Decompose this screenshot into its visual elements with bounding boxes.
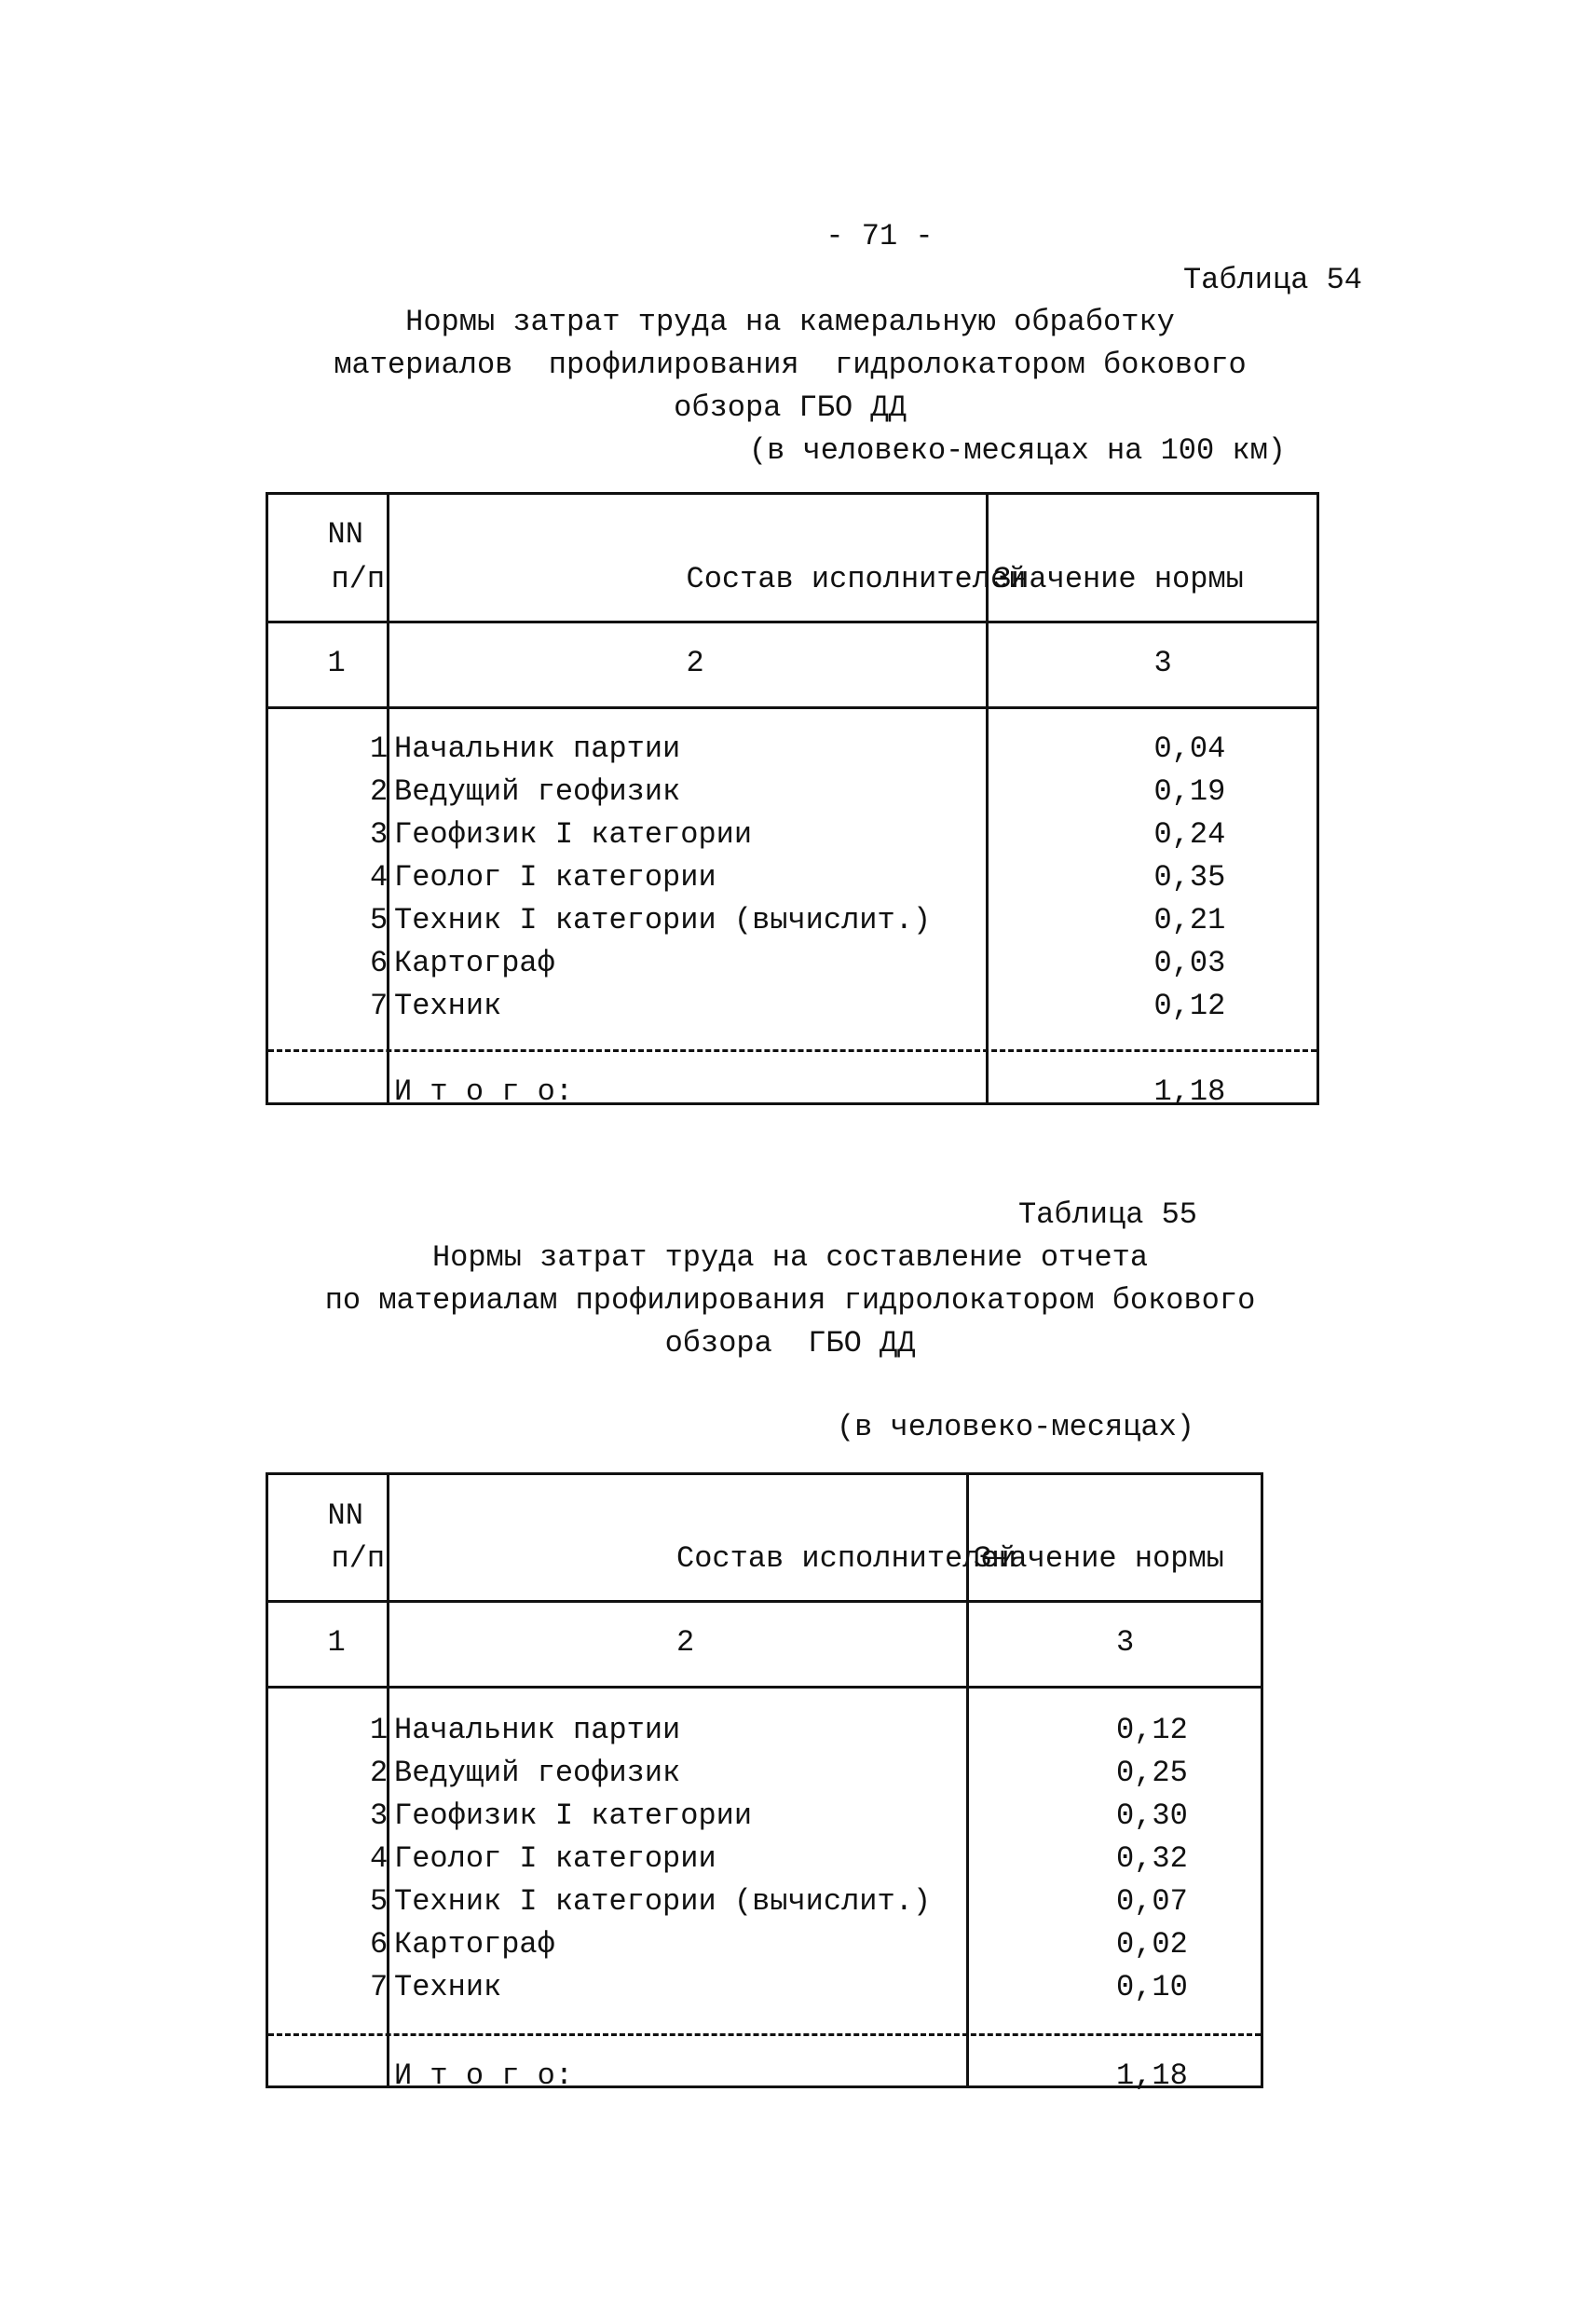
row-name: Техник I категории (вычислит.) [394,903,932,937]
table-title-line: Нормы затрат труда на камеральную обработку [405,305,1175,339]
row-number: 2 [370,1756,389,1790]
row-number: 2 [370,774,389,809]
row-name: Геофизик I категории [394,817,753,852]
row-value: 0,25 [1116,1756,1188,1790]
total-value: 1,18 [1153,1074,1226,1109]
row-value: 0,07 [1116,1884,1188,1919]
table-title-line: материалов профилирования гидролокатором бокового [334,348,1247,382]
row-name: Картограф [394,1927,555,1962]
table-title-line: обзора ГБО ДД [664,1326,916,1361]
header-num: п/п [331,562,386,596]
row-name: Техник I категории (вычислит.) [394,1884,932,1919]
row-value: 0,10 [1116,1970,1188,2004]
total-value: 1,18 [1116,2058,1188,2093]
header-composition: Состав исполнителей [676,1541,1016,1576]
row-number: 3 [370,817,389,852]
row-divider [268,1600,1261,1603]
row-number: 4 [370,860,389,895]
total-label: И т о г о: [394,1074,574,1109]
row-value: 0,30 [1116,1798,1188,1833]
row-value: 0,21 [1153,903,1226,937]
table-title-line: по материалам профилирования гидролокатором бокового [324,1283,1256,1318]
header-value: Значение нормы [993,562,1244,596]
row-value: 0,35 [1153,860,1226,895]
row-value: 0,12 [1116,1713,1188,1747]
table-units: (в человеко-месяцах на 100 км) [748,433,1286,468]
total-label: И т о г о: [394,2058,574,2093]
dashed-divider [268,2033,1261,2036]
row-name: Техник [394,1970,502,2004]
row-number: 7 [370,1970,389,2004]
column-number: 2 [676,1625,695,1660]
column-number: 3 [1153,646,1172,680]
row-number: 7 [370,989,389,1023]
norms-table [266,1472,1263,2093]
table-label: Таблица 55 [1017,1197,1197,1232]
page-number: - 71 - [825,219,934,253]
row-number: 6 [370,1927,389,1962]
row-value: 0,24 [1153,817,1226,852]
row-value: 0,32 [1116,1841,1188,1876]
row-number: 1 [370,1713,389,1747]
column-number: 2 [686,646,704,680]
table-label: Таблица 54 [1182,263,1362,297]
row-name: Техник [394,989,502,1023]
row-number: 3 [370,1798,389,1833]
header-num: п/п [331,1541,386,1576]
row-value: 0,19 [1153,774,1226,809]
row-number: 1 [370,732,389,766]
header-num: NN [327,517,363,552]
row-number: 5 [370,1884,389,1919]
table-title-line: обзора ГБО ДД [674,390,907,425]
row-number: 6 [370,946,389,980]
row-divider [268,706,1316,709]
row-name: Начальник партии [394,1713,681,1747]
row-name: Ведущий геофизик [394,774,681,809]
table-title-line: Нормы затрат труда на составление отчета [431,1240,1149,1275]
norms-table [266,492,1319,1109]
row-divider [268,621,1316,623]
row-name: Ведущий геофизик [394,1756,681,1790]
row-name: Картограф [394,946,555,980]
dashed-divider [268,1049,1316,1052]
row-name: Геофизик I категории [394,1798,753,1833]
row-value: 0,04 [1153,732,1226,766]
table-units: (в человеко-месяцах) [836,1410,1194,1444]
header-composition: Состав исполнителей [686,562,1027,596]
row-name: Геолог I категории [394,1841,716,1876]
header-num: NN [327,1498,363,1533]
row-value: 0,02 [1116,1927,1188,1962]
column-number: 3 [1116,1625,1135,1660]
row-number: 5 [370,903,389,937]
row-name: Геолог I категории [394,860,716,895]
row-value: 0,12 [1153,989,1226,1023]
row-divider [268,1686,1261,1689]
row-number: 4 [370,1841,389,1876]
column-number: 1 [327,1625,346,1660]
column-number: 1 [327,646,346,680]
row-value: 0,03 [1153,946,1226,980]
header-value: Значение нормы [974,1541,1224,1576]
row-name: Начальник партии [394,732,681,766]
